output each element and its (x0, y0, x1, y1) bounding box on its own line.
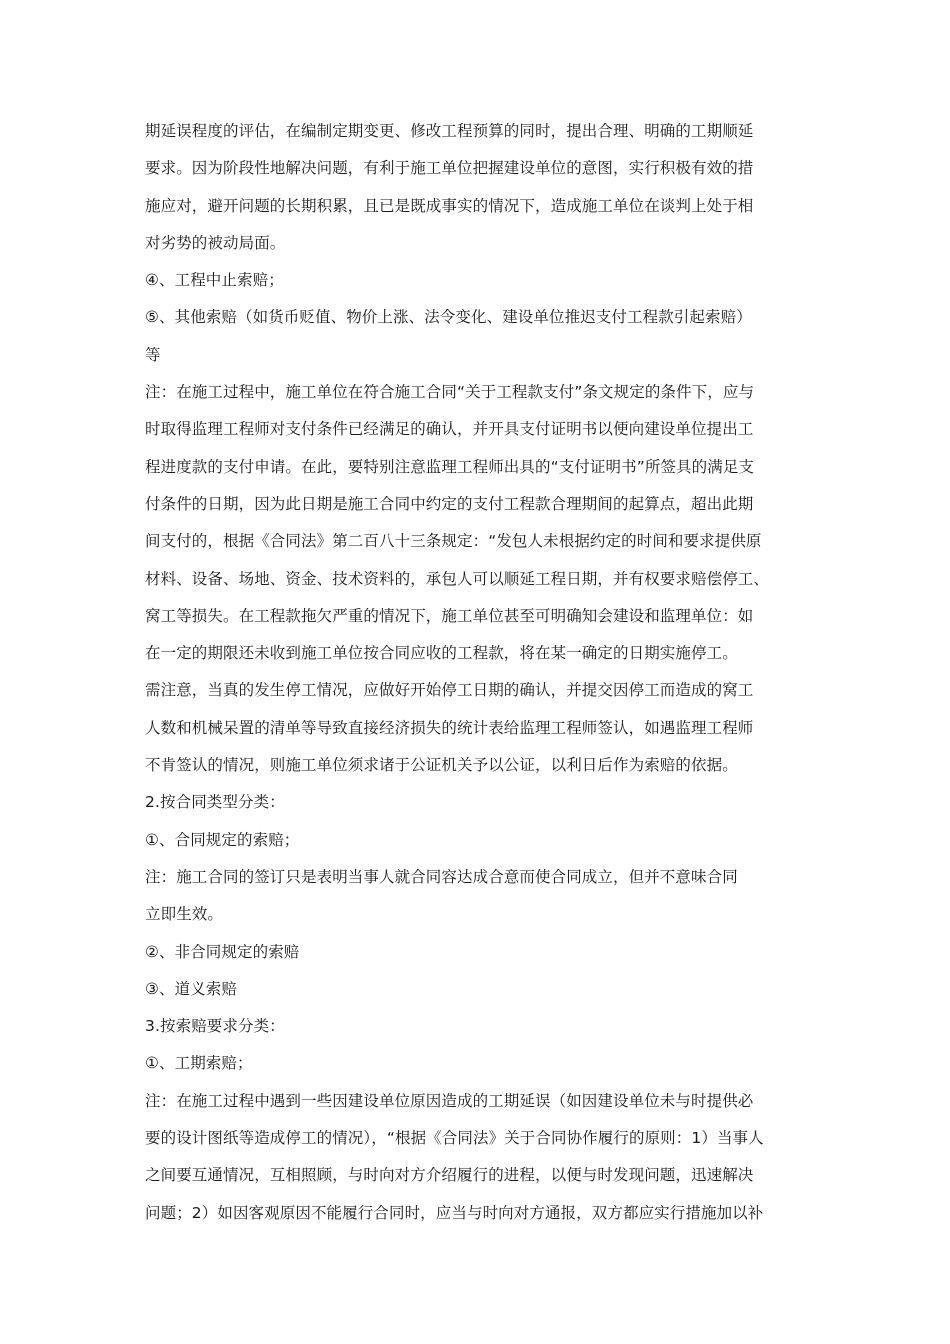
text-line: 3.按索赔要求分类： (145, 1017, 285, 1036)
text-line: 人数和机械呆置的清单等导致直接经济损失的统计表给监理工程师签认，如遇监理工程师 (145, 718, 754, 737)
paragraph (145, 971, 817, 1008)
text-line: 施应对，避开问题的长期积累，且已是既成事实的情况下，造成施工单位在谈判上处于相 (145, 196, 754, 215)
text-line: 2.按合同类型分类： (145, 793, 285, 812)
paragraph (145, 299, 817, 374)
text-line: 间支付的，根据《合同法》第二百八十三条规定：“发包人未根据约定的时间和要求提供原 (145, 532, 762, 551)
text-line: 在一定的期限还未收到施工单位按合同应收的工程款，将在某一确定的日期实施停工。 (145, 644, 738, 663)
text-line: 注：在施工过程中，施工单位在符合施工合同“关于工程款支付”条文规定的条件下，应与 (145, 383, 755, 402)
paragraph (145, 262, 817, 299)
text-line: 不肯签认的情况，则施工单位须求诸于公证机关予以公证，以利日后作为索赔的依据。 (145, 756, 738, 775)
text-line: 材料、设备、场地、资金、技术资料的，承包人可以顺延工程日期，并有权要求赔偿停工、 (145, 569, 770, 588)
text-line: ③、道义索赔 (145, 979, 237, 998)
text-line: 程进度款的支付申请。在此，要特别注意监理工程师出具的“支付证明书”所签具的满足支 (145, 457, 755, 476)
text-line: 立即生效。 (145, 905, 224, 924)
text-line: 要的设计图纸等造成停工的情况），“根据《合同法》关于合同协作履行的原则：1）当事人 (145, 1129, 764, 1148)
text-line: 付条件的日期，因为此日期是施工合同中约定的支付工程款合理期间的起算点，超出此期 (145, 494, 754, 513)
paragraph (145, 934, 817, 971)
text-line: ①、工期索赔； (145, 1054, 253, 1073)
paragraph (145, 784, 817, 821)
text-line: 窝工等损失。在工程款拖欠严重的情况下，施工单位甚至可明确知会建设和监理单位：如 (145, 606, 754, 625)
text-line: 注：施工合同的签订只是表明当事人就合同容达成合意而使合同成立，但并不意味合同 (145, 867, 738, 886)
document-body (145, 113, 817, 1232)
text-line: 期延误程度的评估，在编制定期变更、修改工程预算的同时，提出合理、明确的工期顺延 (145, 122, 754, 140)
text-line: ④、工程中止索赔； (145, 271, 284, 290)
text-line: ②、非合同规定的索赔 (145, 942, 300, 961)
text-line: 对劣势的被动局面。 (145, 233, 286, 252)
paragraph (145, 672, 817, 784)
paragraph (145, 1008, 817, 1045)
text-line: 等 (145, 345, 161, 364)
text-line: ①、合同规定的索赔； (145, 830, 300, 849)
paragraph (145, 1083, 817, 1232)
paragraph (145, 859, 817, 934)
text-line: 注：在施工过程中遇到一些因建设单位原因造成的工期延误（如因建设单位未与时提供必 (145, 1091, 754, 1110)
paragraph (145, 374, 817, 672)
text-line: 问题；2）如因客观原因不能履行合同时，应当与时向对方通报，双方都应实行措施加以补 (145, 1203, 764, 1222)
paragraph (145, 822, 817, 859)
text-line: 需注意，当真的发生停工情况，应做好开始停工日期的确认，并提交因停工而造成的窝工 (145, 681, 754, 700)
text-line: ⑤、其他索赔（如货币贬值、物价上涨、法令变化、建设单位推迟支付工程款引起索赔） (145, 308, 752, 327)
paragraph (145, 113, 817, 262)
text-line: 时取得监理工程师对支付条件已经满足的确认，并开具支付证明书以便向建设单位提出工 (145, 420, 754, 439)
text-line: 之间要互通情况，互相照顾，与时向对方介绍履行的进程，以便与时发现问题，迅速解决 (145, 1166, 754, 1185)
text-line: 要求。因为阶段性地解决问题，有利于施工单位把握建设单位的意图，实行积极有效的措 (145, 159, 754, 178)
paragraph (145, 1045, 817, 1082)
